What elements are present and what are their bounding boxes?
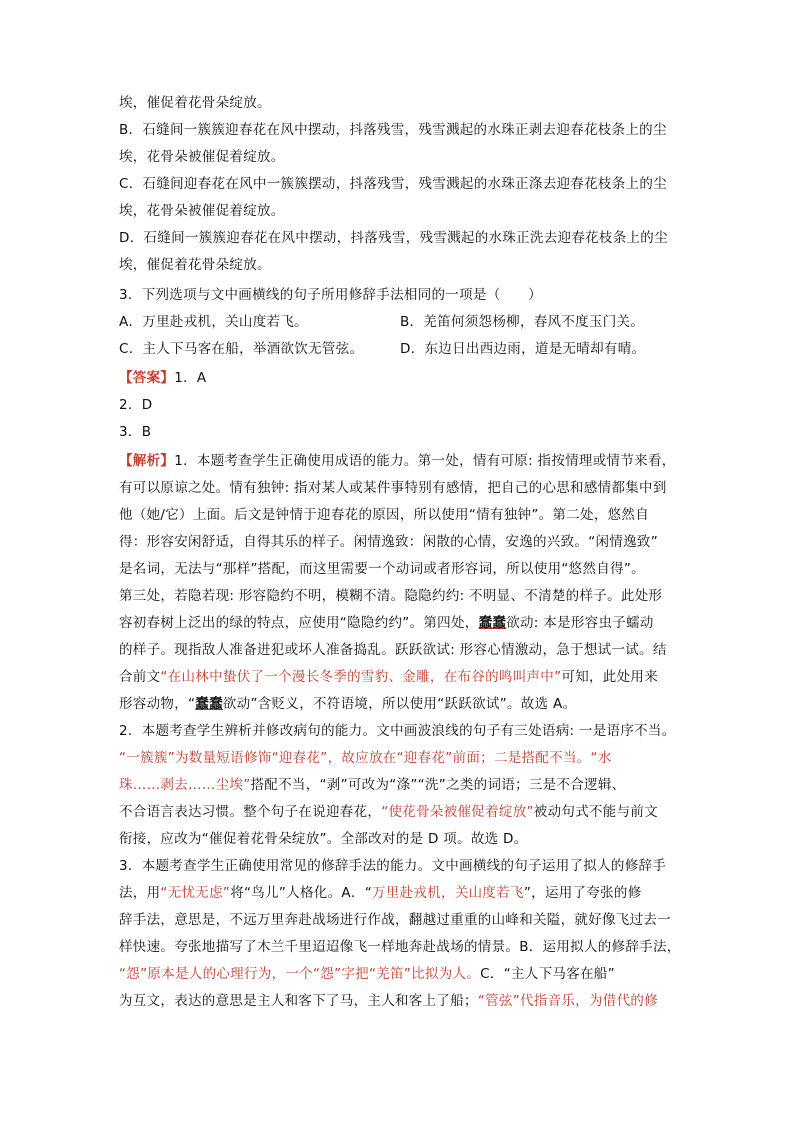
- analysis-p1-line9: [119, 667, 658, 687]
- analysis-p1-line2: 有可以原谅之处。情有独钟: 指对某人或某件事特别有感情，把自己的心思和感情都集中到: [119, 480, 667, 496]
- answer-line-1: [119, 368, 206, 388]
- answer-label: 【答案】: [119, 370, 175, 386]
- analysis-p3-line4: 样快速。夸张地描写了木兰千里迢迢像飞一样地奔赴战场的情景。B．运用拟人的修辞手法，: [119, 939, 681, 955]
- quoted-text: “无忧无虑”: [160, 885, 231, 901]
- quoted-text: “在山林中蛰伏了一个漫长冬季的雪豹、金雕，在布谷的鸣叫声中”: [160, 669, 562, 685]
- analysis-p2-line3: [119, 775, 625, 795]
- answer-3: 3．B: [119, 424, 152, 440]
- quoted-text: 万里赴戎机，关山度若飞: [372, 885, 524, 901]
- analysis-label: 【解析】: [119, 453, 175, 469]
- option-b-line2: 埃，花骨朵被催促着绽放。: [119, 149, 285, 165]
- analysis-text: 形容动物，“: [119, 696, 196, 712]
- analysis-text: ”，运用了夸张的修: [523, 885, 642, 901]
- analysis-p3-line2: [119, 883, 642, 903]
- quoted-text: “管弦”代指音乐，为借代的修: [477, 993, 658, 1009]
- analysis-p1-line10: [119, 694, 576, 714]
- analysis-text: C．“主人下马客在船”: [480, 966, 615, 982]
- analysis-text: 搭配不当，“剥”可改为“涤”“洗”之类的词语；三是不合逻辑、: [250, 777, 626, 793]
- analysis-text: 为互文，表达的意思是主人和客下了马，主人和客上了船；: [119, 993, 478, 1009]
- question3-option-b: B．羌笛何须怨杨柳，春风不度玉门关。: [400, 314, 645, 330]
- quoted-text: “使花骨朵被催促着绽放”: [381, 804, 534, 820]
- analysis-p3-line6: [119, 991, 658, 1011]
- analysis-p1-line6: 第三处，若隐若现: 形容隐约不明，模糊不清。隐隐约约: 不明显、不清楚的样子。此处形: [119, 588, 663, 604]
- analysis-text: 可知，此处用来: [561, 669, 659, 685]
- option-d-line1: D．石缝间一簇簇迎春花在风中摆动，抖落残雪，残雪溅起的水珠正洗去迎春花枝条上的尘: [119, 230, 668, 246]
- option-a-tail: 埃，催促着花骨朵绽放。: [119, 95, 271, 111]
- highlighted-word: 蠢蠢: [478, 615, 507, 631]
- analysis-p1-line7: [119, 613, 654, 633]
- analysis-text: 不合语言表达习惯。整个句子在说迎春花，: [119, 804, 382, 820]
- analysis-text: 法，用: [119, 885, 161, 901]
- analysis-p2-line1: 2．本题考查学生辨析并修改病句的能力。文中画波浪线的句子有三处语病: 一是语序不当。: [119, 723, 676, 739]
- analysis-text: 欲动”含贬义，不符语境，所以使用“跃跃欲试”。故选 A。: [222, 696, 577, 712]
- option-d-line2: 埃，催促着花骨朵绽放。: [119, 257, 271, 273]
- option-b-line1: B．石缝间一簇簇迎春花在风中摆动，抖落残雪，残雪溅起的水珠正剥去迎春花枝条上的尘: [119, 122, 667, 138]
- analysis-p2-line5: 衔接，应改为“催促着花骨朵绽放”。全部改对的是 D 项。故选 D。: [119, 831, 528, 847]
- question3-option-d: D．东边日出西边雨，道是无晴却有晴。: [400, 341, 646, 357]
- analysis-p2-line4: [119, 802, 658, 822]
- analysis-text: 容初春树上泛出的绿的特点，应使用“隐隐约约”。第四处，: [119, 615, 479, 631]
- option-c-line1: C．石缝间迎春花在风中一簇簇摆动，抖落残雪，残雪溅起的水珠正涤去迎春花枝条上的尘: [119, 176, 667, 192]
- analysis-p3-line1: 3．本题考查学生正确使用常见的修辞手法的能力。文中画横线的句子运用了拟人的修辞手: [119, 858, 667, 874]
- analysis-p2-line2: “一簇簇”为数量短语修饰“迎春花”，故应放在“迎春花”前面；二是搭配不当。“水: [119, 750, 612, 766]
- question3-stem: 3．下列选项与文中画横线的句子所用修辞手法相同的一项是（ ）: [119, 287, 542, 303]
- question3-option-c: C．主人下马客在船，举酒欲饮无管弦。: [119, 341, 364, 357]
- analysis-text: 1．本题考查学生正确使用成语的能力。第一处，情有可原: 指按情理或情节来看，: [174, 453, 676, 469]
- analysis-text: 合前文: [119, 669, 161, 685]
- highlighted-word: 蠢蠢: [195, 696, 223, 712]
- option-c-line2: 埃，花骨朵被催促着绽放。: [119, 203, 285, 219]
- analysis-p1-line4: 得：形容安闲舒适，自得其乐的样子。闲情逸致：闲散的心情，安逸的兴致。“闲情逸致”: [119, 534, 658, 550]
- quoted-text: “怨”原本是人的心理行为，一个“怨”字把“羌笛”比拟为人。: [119, 966, 481, 982]
- analysis-p1-line5: 是名词，无法与“那样”搭配，而这里需要一个动词或者形容词，所以使用“悠然自得”。: [119, 561, 645, 577]
- analysis-p1-line8: 的样子。现指敌人准备进犯或坏人准备捣乱。跃跃欲试: 形容心情激动，急于想试一试。结: [119, 642, 667, 658]
- analysis-p1-line1: [119, 451, 676, 471]
- quoted-text: 珠……剥去……尘埃”: [119, 777, 251, 793]
- answer-2: 2．D: [119, 397, 153, 413]
- analysis-text: 欲动: 本是形容虫子蠕动: [506, 615, 654, 631]
- analysis-p3-line5: [119, 964, 615, 984]
- analysis-p1-line3: 他（她/它）上面。后文是钟情于迎春花的原因，所以使用“情有独钟”。第二处，悠然自: [119, 507, 650, 523]
- analysis-text: 被动句式不能与前文: [533, 804, 658, 820]
- analysis-text: 将“鸟儿”人格化。A．“: [230, 885, 373, 901]
- question3-option-a: A．万里赴戎机，关山度若飞。: [119, 314, 308, 330]
- answer-1: 1．A: [174, 370, 207, 386]
- analysis-p3-line3: 辞手法，意思是，不远万里奔赴战场进行作战，翻越过重重的山峰和关隘，就好像飞过去一: [119, 912, 671, 928]
